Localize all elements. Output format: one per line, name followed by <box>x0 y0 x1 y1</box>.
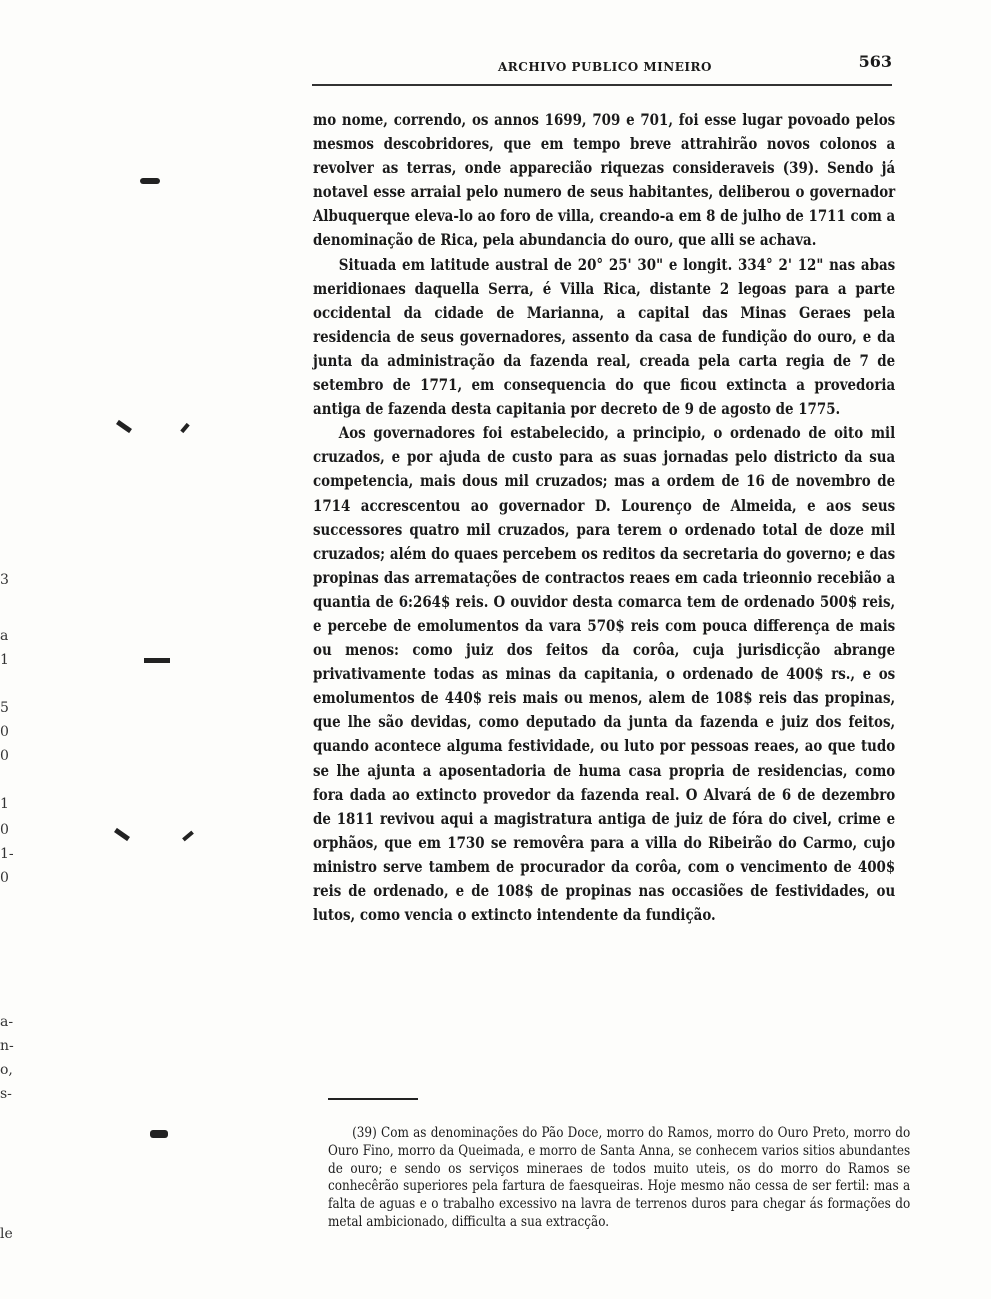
margin-fragment: a- <box>0 1014 14 1030</box>
running-title: ARCHIVO PUBLICO MINEIRO <box>498 60 712 74</box>
margin-fragment: n- <box>0 1038 14 1054</box>
margin-fragment: 1 <box>0 652 9 668</box>
ink-blot <box>180 423 189 433</box>
ink-blot <box>144 658 170 663</box>
footnote-rule <box>328 1098 418 1100</box>
footnote-text: (39) Com as denominações do Pão Doce, morro do Ramos, morro do Ouro Preto, morro do Ouro Fino, morro da Queimada, e morro de Santa Anna, se conhecem varios sitios abundantes de ouro; e sendo os serviços mineraes de todos muito uteis, os do morro do Ramos se conhecêrão superiores pela fartura de faesqueiras. Hoje mesmo não cessa de ser fertil: mas a falta de aguas e o trabalho excessivo na lavra de terrenos duros para chegar ás formações do metal ambicionado, difficulta a sua extracção. <box>328 1125 911 1230</box>
margin-fragment: 5 <box>0 700 9 716</box>
margin-fragment: s- <box>0 1086 12 1102</box>
margin-fragment: 0 <box>0 724 9 740</box>
margin-fragment: 0 <box>0 822 9 838</box>
ink-blot <box>150 1130 168 1138</box>
ink-blot <box>116 420 132 433</box>
ink-blot <box>182 831 194 842</box>
page-header <box>312 52 892 88</box>
margin-fragment: 1- <box>0 846 14 862</box>
paragraph: Aos governadores foi estabelecido, a principio, o ordenado de oito mil cruzados, e por ajuda de custo para as suas jornadas pelo districto da sua competencia, mais dous mil cruzados; mas a ordem de 16 de novembro de 1714 accrescentou ao governador D. Lourenço de Almeida, e aos seus successores quatro mil cruzados, para terem o ordenado total de doze mil cruzados; além do quaes percebem os reditos da secretaria do governo; e das propinas das arrematações de contractos reaes em cada trieonnio recebião a quantia de 6:264$ reis. O ouvidor desta comarca tem de ordenado 500$ reis, e percebe de emolumentos da vara 570$ reis com pouca differença de mais ou menos: como juiz dos feitos da corôa, cuja jurisdicção abrange privativamente todas as minas da capitania, o ordenado de 400$ rs., e os emolumentos de 440$ reis mais ou menos, alem de 108$ reis das propinas, que lhe são devidas, como deputado da junta da fazenda e juiz dos feitos, quando acontece alguma festividade, ou luto por pessoas reaes, ao que tudo se lhe ajunta a aposentadoria de huma casa propria de residencias, como fora dada ao extincto provedor da fazenda real. O Alvará de 6 de dezembro de 1811 revivou aqui a magistratura antiga de juiz de fóra do civel, crime e orphãos, que em 1730 se removêra para a villa do Ribeirão do Carmo, cujo ministro serve tambem de procurador da corôa, com o vencimento de 400$ reis de ordenado, e de 108$ de propinas nas occasiões de festividades, ou lutos, como vencia o extincto intendente da fundição. <box>313 423 896 925</box>
margin-fragment: o, <box>0 1062 13 1078</box>
margin-fragment: 0 <box>0 748 9 764</box>
page-number: 563 <box>858 52 892 71</box>
paragraph: Situada em latitude austral de 20° 25' 30" e longit. 334° 2' 12" nas abas meridionaes daquella Serra, é Villa Rica, distante 2 legoas para a parte occidental da cidade de Marianna, a capital das Minas Geraes pela residencia de seus governadores, assento da casa de fundição do ouro, e da junta da administração da fazenda real, creada pela carta regia de 7 de setembro de 1771, em consequencia do que ficou extincta a provedoria antiga de fazenda desta capitania por decreto de 9 de agosto de 1775. <box>313 254 896 419</box>
ink-blot <box>140 178 160 184</box>
margin-fragment: 1 <box>0 796 9 812</box>
margin-fragment: le <box>0 1226 13 1242</box>
margin-fragment: 0 <box>0 870 9 886</box>
ink-blot <box>114 828 130 841</box>
footnote <box>328 1125 910 1232</box>
header-rule <box>312 84 892 86</box>
margin-fragment: 3 <box>0 572 9 588</box>
main-text <box>313 108 895 927</box>
paragraph: mo nome, correndo, os annos 1699, 709 e 701, foi esse lugar povoado pelos mesmos descobridores, que em tempo breve attrahirão novos colonos a revolver as terras, onde apparecião riquezas consideraveis (39). Sendo já notavel esse arraial pelo numero de seus habitantes, deliberou o governador Albuquerque eleva-lo ao foro de villa, creando-a em 8 de julho de 1711 com a denominação de Rica, pela abundancia do ouro, que alli se achava. <box>313 110 896 250</box>
margin-fragment: a <box>0 628 9 644</box>
